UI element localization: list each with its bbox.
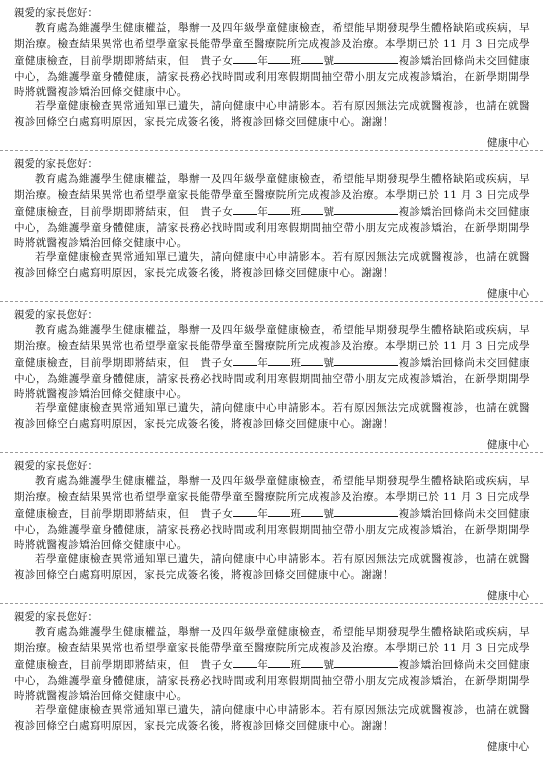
class-unit-label: 班 [290, 55, 302, 67]
seat-number-blank [301, 354, 323, 366]
notice-paragraph-main [14, 474, 530, 554]
signature-health-center: 健康中心 [487, 741, 529, 753]
grade-blank [233, 505, 257, 517]
notice-paragraph-main [14, 21, 530, 101]
seat-number-blank [301, 52, 323, 64]
signature-health-center: 健康中心 [487, 288, 529, 300]
student-name-blank [334, 505, 398, 517]
paragraph-text: 教育處為維護學生健康權益，舉辦一及四年級學童健康檢查，希望能早期發現學生體格缺陷或疾病，早期治療。檢查結果異常也希望學童家長能帶學童至醫療院所完成複診及治療。本學期已於 11 月 3 日完成學童健康檢查，目前學期即將結束，但 貴子女 [14, 22, 530, 67]
grade-blank [233, 52, 257, 64]
notice-paragraph-main [14, 625, 530, 705]
paragraph-text: 複診矯治回條尚未交回健康中心，為維護學童身體健康，請家長務必找時間或利用寒假期間抽空帶小朋友完成複診矯治，在新學期開學時將就醫複診矯治回條交健康中心。 [14, 55, 531, 98]
grade-blank [233, 656, 257, 668]
student-name-blank [334, 656, 398, 668]
student-name-blank [334, 354, 398, 366]
paragraph-text: 複診矯治回條尚未交回健康中心，為維護學童身體健康，請家長務必找時間或利用寒假期間抽空帶小朋友完成複診矯治，在新學期開學時將就醫複診矯治回條交健康中心。 [14, 659, 531, 702]
number-unit-label: 號 [323, 659, 335, 671]
seat-number-blank [301, 203, 323, 215]
grade-unit-label: 年 [257, 55, 269, 67]
grade-unit-label: 年 [257, 357, 269, 369]
class-unit-label: 班 [290, 659, 302, 671]
notice-paragraph-lost-form: 若學童健康檢查異常通知單已遺失，請向健康中心申請影本。若有原因無法完成就醫複診，也請在就醫複診回條空白處寫明原因，家長完成簽名後，將複診回條交回健康中心。謝謝！ [14, 402, 530, 430]
grade-blank [233, 354, 257, 366]
paragraph-text: 教育處為維護學生健康權益，舉辦一及四年級學童健康檢查，希望能早期發現學生體格缺陷或疾病，早期治療。檢查結果異常也希望學童家長能帶學童至醫療院所完成複診及治療。本學期已於 11 月 3 日完成學童健康檢查，目前學期即將結束，但 貴子女 [14, 324, 530, 369]
notice-slip [0, 0, 543, 151]
notice-slip [0, 302, 543, 453]
greeting: 親愛的家長您好： [14, 158, 98, 170]
greeting: 親愛的家長您好： [14, 309, 98, 321]
notice-paragraph-lost-form: 若學童健康檢查異常通知單已遺失，請向健康中心申請影本。若有原因無法完成就醫複診，也請在就醫複診回條空白處寫明原因，家長完成簽名後，將複診回條交回健康中心。謝謝！ [14, 553, 530, 581]
student-name-blank [334, 52, 398, 64]
notice-paragraph-main [14, 323, 530, 403]
seat-number-blank [301, 505, 323, 517]
paragraph-text: 教育處為維護學生健康權益，舉辦一及四年級學童健康檢查，希望能早期發現學生體格缺陷或疾病，早期治療。檢查結果異常也希望學童家長能帶學童至醫療院所完成複診及治療。本學期已於 11 月 3 日完成學童健康檢查，目前學期即將結束，但 貴子女 [14, 173, 530, 218]
class-unit-label: 班 [290, 206, 302, 218]
number-unit-label: 號 [323, 55, 335, 67]
paragraph-text: 複診矯治回條尚未交回健康中心，為維護學童身體健康，請家長務必找時間或利用寒假期間抽空帶小朋友完成複診矯治，在新學期開學時將就醫複診矯治回條交健康中心。 [14, 508, 531, 551]
number-unit-label: 號 [323, 357, 335, 369]
number-unit-label: 號 [323, 508, 335, 520]
signature-health-center: 健康中心 [487, 590, 529, 602]
signature-health-center: 健康中心 [487, 439, 529, 451]
student-name-blank [334, 203, 398, 215]
greeting: 親愛的家長您好： [14, 7, 98, 19]
seat-number-blank [301, 656, 323, 668]
paragraph-text: 教育處為維護學生健康權益，舉辦一及四年級學童健康檢查，希望能早期發現學生體格缺陷或疾病，早期治療。檢查結果異常也希望學童家長能帶學童至醫療院所完成複診及治療。本學期已於 11 月 3 日完成學童健康檢查，目前學期即將結束，但 貴子女 [14, 475, 530, 520]
paragraph-text: 複診矯治回條尚未交回健康中心，為維護學童身體健康，請家長務必找時間或利用寒假期間抽空帶小朋友完成複診矯治，在新學期開學時將就醫複診矯治回條交健康中心。 [14, 206, 531, 249]
grade-blank [233, 203, 257, 215]
class-blank [268, 52, 290, 64]
grade-unit-label: 年 [257, 659, 269, 671]
signature-health-center: 健康中心 [487, 137, 529, 149]
class-blank [268, 505, 290, 517]
paragraph-text: 複診矯治回條尚未交回健康中心，為維護學童身體健康，請家長務必找時間或利用寒假期間抽空帶小朋友完成複診矯治，在新學期開學時將就醫複診矯治回條交健康中心。 [14, 357, 531, 400]
notice-slip [0, 453, 543, 604]
number-unit-label: 號 [323, 206, 335, 218]
greeting: 親愛的家長您好： [14, 611, 98, 623]
notice-paragraph-main [14, 172, 530, 252]
notice-slip [0, 604, 543, 755]
class-blank [268, 203, 290, 215]
class-blank [268, 656, 290, 668]
class-unit-label: 班 [290, 357, 302, 369]
greeting: 親愛的家長您好： [14, 460, 98, 472]
notice-slip [0, 151, 543, 302]
class-unit-label: 班 [290, 508, 302, 520]
grade-unit-label: 年 [257, 206, 269, 218]
notice-paragraph-lost-form: 若學童健康檢查異常通知單已遺失，請向健康中心申請影本。若有原因無法完成就醫複診，也請在就醫複診回條空白處寫明原因，家長完成簽名後，將複診回條交回健康中心。謝謝！ [14, 704, 530, 732]
notice-paragraph-lost-form: 若學童健康檢查異常通知單已遺失，請向健康中心申請影本。若有原因無法完成就醫複診，也請在就醫複診回條空白處寫明原因，家長完成簽名後，將複診回條交回健康中心。謝謝！ [14, 100, 530, 128]
class-blank [268, 354, 290, 366]
grade-unit-label: 年 [257, 508, 269, 520]
paragraph-text: 教育處為維護學生健康權益，舉辦一及四年級學童健康檢查，希望能早期發現學生體格缺陷或疾病，早期治療。檢查結果異常也希望學童家長能帶學童至醫療院所完成複診及治療。本學期已於 11 月 3 日完成學童健康檢查，目前學期即將結束，但 貴子女 [14, 626, 530, 671]
notice-paragraph-lost-form: 若學童健康檢查異常通知單已遺失，請向健康中心申請影本。若有原因無法完成就醫複診，也請在就醫複診回條空白處寫明原因，家長完成簽名後，將複診回條交回健康中心。謝謝！ [14, 251, 530, 279]
